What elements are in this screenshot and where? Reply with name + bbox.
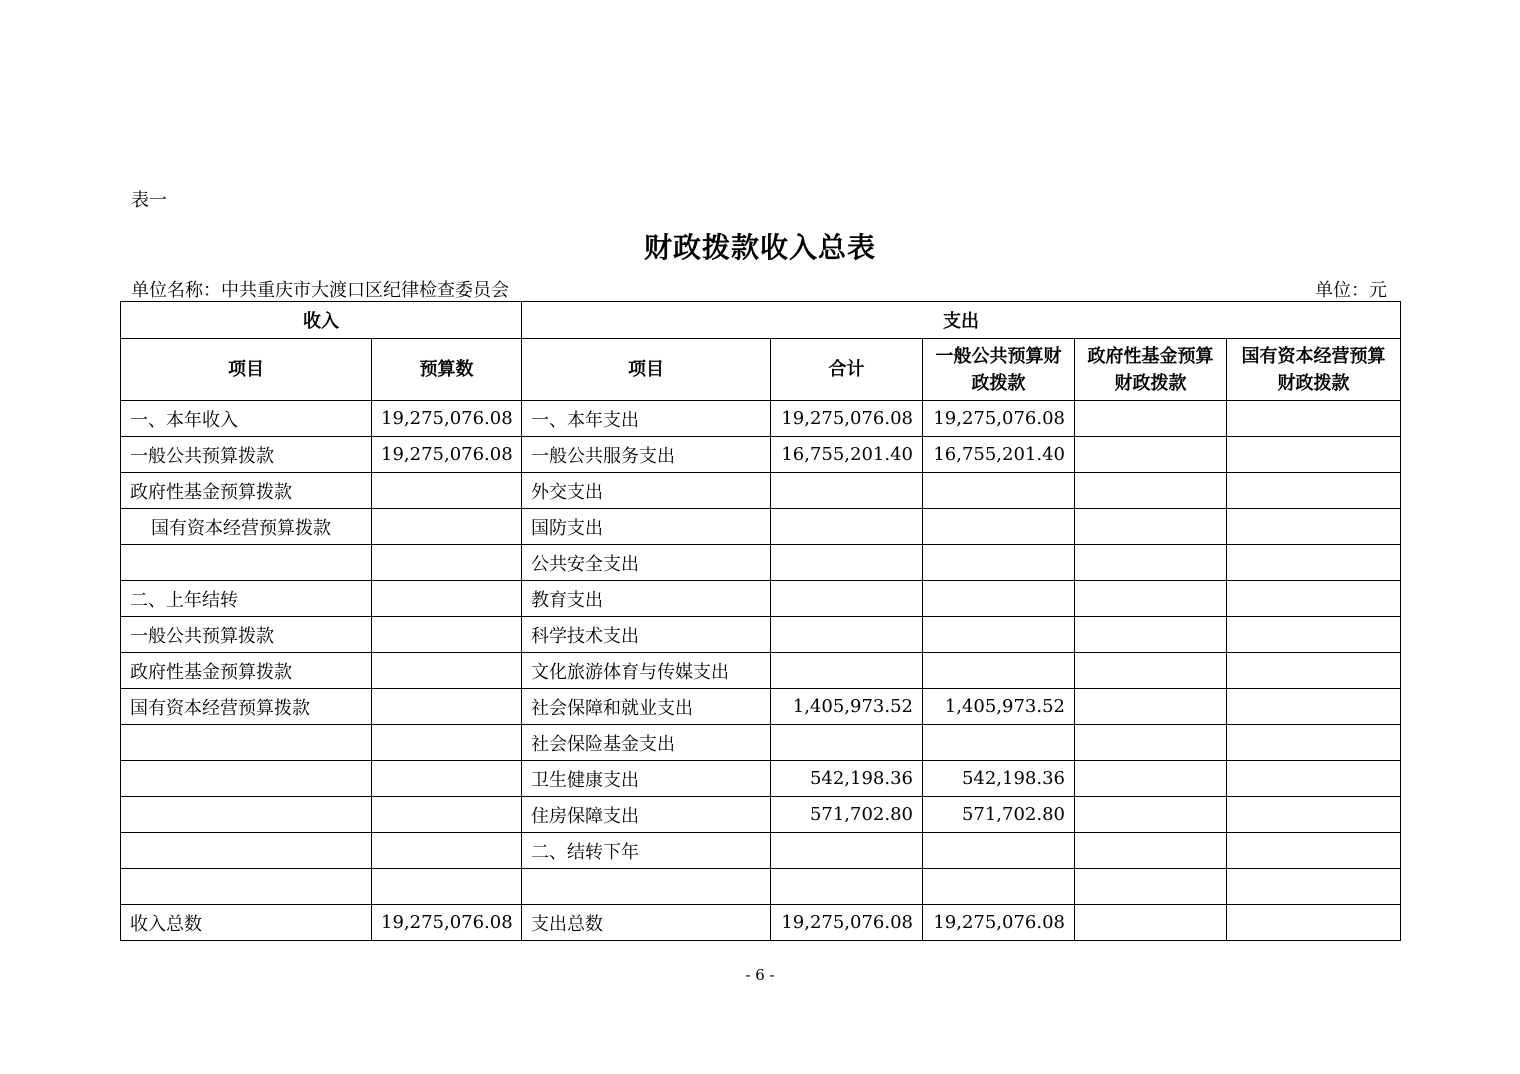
state-capital-cell <box>1227 545 1401 581</box>
general-budget-cell <box>923 833 1075 869</box>
income-budget-header: 预算数 <box>372 339 522 401</box>
fund-budget-cell <box>1075 509 1227 545</box>
income-amount-cell: 19,275,076.08 <box>372 401 522 437</box>
general-budget-cell: 1,405,973.52 <box>923 689 1075 725</box>
fund-budget-cell <box>1075 833 1227 869</box>
state-capital-cell <box>1227 437 1401 473</box>
expense-header: 支出 <box>522 302 1401 339</box>
income-amount-cell <box>372 617 522 653</box>
income-amount-cell <box>372 833 522 869</box>
total-cell: 1,405,973.52 <box>771 689 923 725</box>
fund-budget-cell <box>1075 761 1227 797</box>
expense-item-cell: 公共安全支出 <box>522 545 771 581</box>
expense-item-cell <box>522 869 771 905</box>
table-row <box>121 833 1401 869</box>
total-cell <box>771 545 923 581</box>
income-item-cell: 一、本年收入 <box>121 401 372 437</box>
header-row-columns <box>121 339 1401 401</box>
general-budget-cell: 542,198.36 <box>923 761 1075 797</box>
unit-name: 单位名称：中共重庆市大渡口区纪律检查委员会 <box>131 280 509 301</box>
state-capital-cell <box>1227 797 1401 833</box>
income-item-cell <box>121 761 372 797</box>
income-header: 收入 <box>121 302 522 339</box>
expense-item-cell: 教育支出 <box>522 581 771 617</box>
general-budget-cell <box>923 581 1075 617</box>
general-budget-cell <box>923 545 1075 581</box>
general-budget-cell <box>923 653 1075 689</box>
expense-item-cell: 一般公共服务支出 <box>522 437 771 473</box>
income-amount-cell <box>372 689 522 725</box>
fund-budget-header: 政府性基金预算财政拨款 <box>1075 339 1227 401</box>
fund-budget-cell <box>1075 689 1227 725</box>
total-header: 合计 <box>771 339 923 401</box>
general-budget-cell <box>923 617 1075 653</box>
table-row <box>121 905 1401 941</box>
fund-budget-cell <box>1075 437 1227 473</box>
general-budget-cell: 19,275,076.08 <box>923 905 1075 941</box>
income-amount-cell <box>372 653 522 689</box>
general-budget-cell <box>923 725 1075 761</box>
expense-item-cell: 文化旅游体育与传媒支出 <box>522 653 771 689</box>
fund-budget-cell <box>1075 473 1227 509</box>
income-amount-cell: 19,275,076.08 <box>372 437 522 473</box>
state-capital-cell <box>1227 653 1401 689</box>
table-row <box>121 869 1401 905</box>
income-item-cell: 国有资本经营预算拨款 <box>121 689 372 725</box>
expense-item-cell: 科学技术支出 <box>522 617 771 653</box>
general-budget-cell <box>923 509 1075 545</box>
table-row <box>121 797 1401 833</box>
income-amount-cell <box>372 797 522 833</box>
fund-budget-cell <box>1075 725 1227 761</box>
general-budget-cell <box>923 473 1075 509</box>
expense-item-cell: 国防支出 <box>522 509 771 545</box>
document-label: 表一 <box>131 190 167 211</box>
income-item-cell: 一般公共预算拨款 <box>121 437 372 473</box>
total-cell <box>771 617 923 653</box>
total-cell: 542,198.36 <box>771 761 923 797</box>
expense-item-header: 项目 <box>522 339 771 401</box>
table-row <box>121 761 1401 797</box>
state-capital-cell <box>1227 581 1401 617</box>
income-item-cell: 收入总数 <box>121 905 372 941</box>
income-item-cell: 国有资本经营预算拨款 <box>121 509 372 545</box>
income-amount-cell <box>372 545 522 581</box>
fund-budget-cell <box>1075 545 1227 581</box>
fund-budget-cell <box>1075 581 1227 617</box>
general-budget-header: 一般公共预算财政拨款 <box>923 339 1075 401</box>
fund-budget-cell <box>1075 617 1227 653</box>
income-amount-cell: 19,275,076.08 <box>372 905 522 941</box>
total-cell: 571,702.80 <box>771 797 923 833</box>
table-row <box>121 653 1401 689</box>
general-budget-cell <box>923 869 1075 905</box>
expense-item-cell: 住房保障支出 <box>522 797 771 833</box>
income-item-cell: 政府性基金预算拨款 <box>121 653 372 689</box>
income-item-cell <box>121 833 372 869</box>
fund-budget-cell <box>1075 653 1227 689</box>
appropriation-table <box>120 301 1401 941</box>
total-cell: 19,275,076.08 <box>771 401 923 437</box>
table-row <box>121 581 1401 617</box>
general-budget-cell: 19,275,076.08 <box>923 401 1075 437</box>
state-capital-cell <box>1227 833 1401 869</box>
income-item-cell <box>121 545 372 581</box>
expense-item-cell: 社会保障和就业支出 <box>522 689 771 725</box>
state-capital-cell <box>1227 905 1401 941</box>
table-row <box>121 401 1401 437</box>
page-number: - 6 - <box>745 966 775 984</box>
fund-budget-cell <box>1075 869 1227 905</box>
total-cell <box>771 833 923 869</box>
total-cell <box>771 653 923 689</box>
total-cell <box>771 725 923 761</box>
expense-item-cell: 外交支出 <box>522 473 771 509</box>
state-capital-cell <box>1227 509 1401 545</box>
total-cell <box>771 869 923 905</box>
currency-unit: 单位：元 <box>1315 280 1387 301</box>
table-row <box>121 509 1401 545</box>
income-amount-cell <box>372 725 522 761</box>
state-capital-cell <box>1227 401 1401 437</box>
income-item-cell: 政府性基金预算拨款 <box>121 473 372 509</box>
income-item-cell <box>121 725 372 761</box>
table-row <box>121 689 1401 725</box>
page-title: 财政拨款收入总表 <box>643 231 876 264</box>
expense-item-cell: 二、结转下年 <box>522 833 771 869</box>
income-item-header: 项目 <box>121 339 372 401</box>
table-row <box>121 725 1401 761</box>
state-capital-cell <box>1227 761 1401 797</box>
expense-item-cell: 卫生健康支出 <box>522 761 771 797</box>
income-amount-cell <box>372 509 522 545</box>
income-amount-cell <box>372 761 522 797</box>
table-row <box>121 437 1401 473</box>
header-row-group <box>121 302 1401 339</box>
total-cell <box>771 473 923 509</box>
income-item-cell <box>121 869 372 905</box>
table-row <box>121 545 1401 581</box>
state-capital-cell <box>1227 473 1401 509</box>
fund-budget-cell <box>1075 401 1227 437</box>
total-cell: 19,275,076.08 <box>771 905 923 941</box>
total-cell <box>771 581 923 617</box>
income-item-cell: 一般公共预算拨款 <box>121 617 372 653</box>
income-amount-cell <box>372 473 522 509</box>
general-budget-cell: 571,702.80 <box>923 797 1075 833</box>
table-row <box>121 617 1401 653</box>
income-amount-cell <box>372 581 522 617</box>
total-cell: 16,755,201.40 <box>771 437 923 473</box>
expense-item-cell: 一、本年支出 <box>522 401 771 437</box>
expense-item-cell: 社会保险基金支出 <box>522 725 771 761</box>
fund-budget-cell <box>1075 905 1227 941</box>
income-amount-cell <box>372 869 522 905</box>
income-item-cell <box>121 797 372 833</box>
state-capital-cell <box>1227 617 1401 653</box>
income-item-cell: 二、上年结转 <box>121 581 372 617</box>
fund-budget-cell <box>1075 797 1227 833</box>
state-capital-cell <box>1227 689 1401 725</box>
state-capital-cell <box>1227 869 1401 905</box>
expense-item-cell: 支出总数 <box>522 905 771 941</box>
state-capital-cell <box>1227 725 1401 761</box>
state-capital-header: 国有资本经营预算财政拨款 <box>1227 339 1401 401</box>
general-budget-cell: 16,755,201.40 <box>923 437 1075 473</box>
total-cell <box>771 509 923 545</box>
table-row <box>121 473 1401 509</box>
